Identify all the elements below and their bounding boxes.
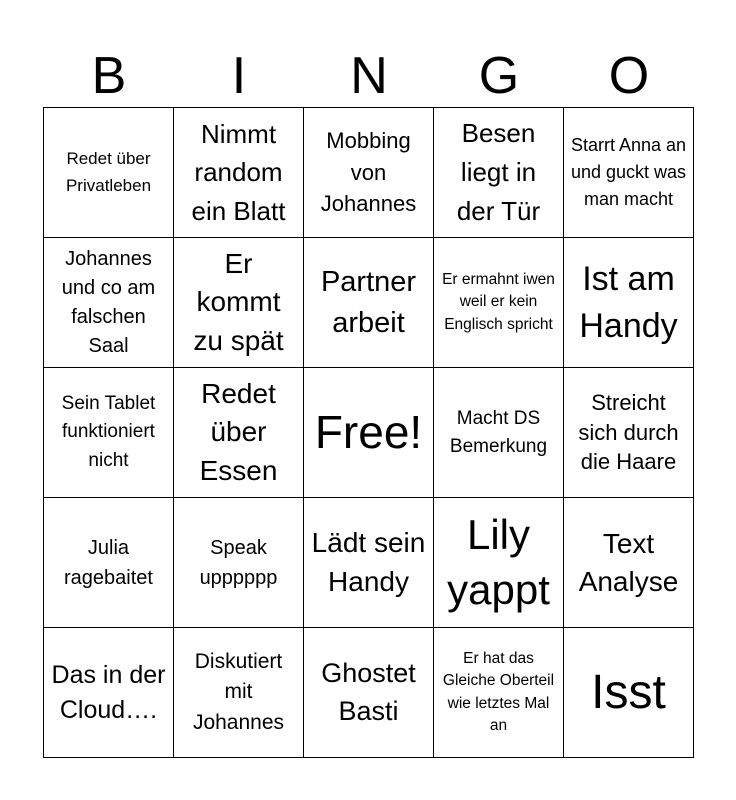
bingo-cell-r4c2[interactable] xyxy=(174,498,304,628)
cell-text: Diskutiert mit Johannes xyxy=(192,649,285,734)
cell-text: Nimmt random ein Blatt xyxy=(191,118,286,226)
cell-text: Julia ragebaitet xyxy=(64,536,153,589)
bingo-cell-r4c1[interactable] xyxy=(44,498,174,628)
cell-text: Free! xyxy=(314,405,423,458)
bingo-cell-r3c1[interactable] xyxy=(44,368,174,498)
bingo-cell-r5c1[interactable] xyxy=(44,628,174,758)
bingo-cell-r2c2[interactable] xyxy=(174,238,304,368)
bingo-cell-r2c4[interactable] xyxy=(434,238,564,368)
cell-text: Macht DS Bemerkung xyxy=(449,407,548,457)
cell-text: Redet über Essen xyxy=(199,377,278,486)
header-letter-n: N xyxy=(350,47,388,105)
bingo-cell-r1c5[interactable] xyxy=(564,108,694,238)
cell-text: Lädt sein Handy xyxy=(311,526,426,597)
bingo-cell-r1c3[interactable] xyxy=(304,108,434,238)
cell-text: Text Analyse xyxy=(578,527,679,597)
bingo-cell-r2c1[interactable] xyxy=(44,238,174,368)
bingo-cell-r1c2[interactable] xyxy=(174,108,304,238)
bingo-cell-r1c1[interactable] xyxy=(44,108,174,238)
cell-text: Starrt Anna an und guckt was man macht xyxy=(570,135,687,209)
cell-text: Speak upppppp xyxy=(199,536,278,589)
cell-text: Sein Tablet funktioniert nicht xyxy=(61,393,156,471)
cell-text: Streicht sich durch die Haare xyxy=(578,389,679,475)
cell-text: Das in der Cloud…. xyxy=(51,660,166,724)
bingo-cell-r3c4[interactable] xyxy=(434,368,564,498)
bingo-cell-r4c3[interactable] xyxy=(304,498,434,628)
bingo-cell-r4c4[interactable] xyxy=(434,498,564,628)
cell-text: Johannes und co am falschen Saal xyxy=(61,247,156,357)
bingo-cell-r1c4[interactable] xyxy=(434,108,564,238)
bingo-board xyxy=(43,107,694,758)
header-letter-i: I xyxy=(231,47,247,105)
bingo-cell-r2c3[interactable] xyxy=(304,238,434,368)
bingo-cell-r2c5[interactable] xyxy=(564,238,694,368)
cell-text: Partner arbeit xyxy=(320,266,417,339)
cell-text: Er ermahnt iwen weil er kein Englisch spricht xyxy=(442,270,555,333)
cell-text: Redet über Privatleben xyxy=(65,149,152,195)
cell-text: Er hat das Gleiche Oberteil wie letztes Mal an xyxy=(442,649,555,734)
bingo-cell-r5c4[interactable] xyxy=(434,628,564,758)
cell-text: Ghostet Basti xyxy=(321,657,416,726)
header-letter-o: O xyxy=(608,47,650,105)
cell-text: Besen liegt in der Tür xyxy=(456,118,541,226)
bingo-cell-r5c3[interactable] xyxy=(304,628,434,758)
bingo-cell-r5c2[interactable] xyxy=(174,628,304,758)
bingo-header xyxy=(44,44,694,108)
cell-text: Lily yappt xyxy=(447,510,550,613)
bingo-cell-r4c5[interactable] xyxy=(564,498,694,628)
cell-text: Isst xyxy=(591,665,666,719)
bingo-cell-r3c5[interactable] xyxy=(564,368,694,498)
header-letter-b: B xyxy=(91,47,127,105)
cell-text: Er kommt zu spät xyxy=(193,247,284,356)
bingo-cell-r5c5[interactable] xyxy=(564,628,694,758)
header-letter-g: G xyxy=(478,47,520,105)
bingo-cell-r3c2[interactable] xyxy=(174,368,304,498)
cell-text: Mobbing von Johannes xyxy=(320,128,417,217)
bingo-cell-r3c3-free[interactable] xyxy=(304,368,434,498)
cell-text: Ist am Handy xyxy=(579,259,678,345)
